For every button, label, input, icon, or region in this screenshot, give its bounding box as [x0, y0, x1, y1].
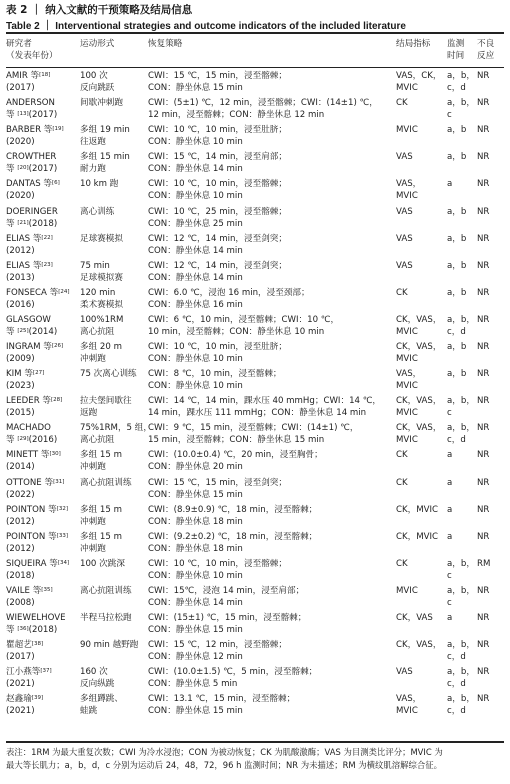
recovery-line-2: 12 min，浸至髂棘；CON：静坐休息 12 min [148, 110, 325, 121]
study-year: (2020) [6, 137, 35, 148]
time-line-1: a，b， [447, 585, 475, 596]
exercise-line-1: 75%1RM，5 组， [80, 423, 152, 434]
study-author: FONSECA 等 [6, 287, 59, 298]
study-year: (2016) [28, 435, 58, 446]
time-line-1: a，b [447, 206, 467, 217]
citation-ref: [20] [17, 165, 29, 172]
recovery-line-2: CON：静坐休息 10 min [148, 137, 243, 148]
study-year: (2013) [6, 272, 35, 283]
study-author: DOERINGER [6, 206, 58, 217]
outcome-line-1: CK [396, 558, 408, 569]
recovery-line-2: CON：静坐休息 10 min [148, 191, 243, 202]
adverse-reaction: NR [477, 396, 490, 407]
header-time-2: 时间 [447, 51, 465, 61]
header-outcome: 结局指标 [396, 39, 431, 49]
exercise-line-1: 90 min 越野跑 [80, 640, 139, 651]
exercise-line-1: 多组 15 m [80, 504, 122, 515]
citation-ref: [28] [51, 397, 63, 404]
time-line-1: a，b， [447, 640, 475, 651]
time-line-1: a，b， [447, 98, 475, 109]
recovery-line-1: CWI：6 ℃，10 min，浸至髂棘；CWI：10 ℃， [148, 314, 340, 325]
outcome-line-2: MVIC [396, 435, 418, 446]
study-author: BARBER 等 [6, 125, 53, 136]
adverse-reaction: NR [477, 450, 490, 461]
time-line-1: a，b， [447, 423, 475, 434]
exercise-line-1: 多组 15 m [80, 531, 122, 542]
outcome-line-1: VAS， [396, 369, 422, 380]
adverse-reaction: NR [477, 71, 490, 81]
study-author: ELIAS 等 [6, 260, 42, 271]
study-year: (2018) [28, 218, 58, 229]
citation-ref: [24] [58, 288, 70, 295]
exercise-line-1: 拉夫堡间歇往 [80, 396, 132, 407]
time-line-1: a，b [447, 233, 467, 244]
adverse-reaction: NR [477, 423, 490, 434]
header-time: 监测 [447, 39, 465, 49]
time-line-1: a [447, 504, 453, 515]
outcome-line-1: VAS [396, 667, 413, 678]
outcome-line-1: CK [396, 98, 408, 109]
citation-ref: [39] [31, 695, 44, 702]
adverse-reaction: NR [477, 694, 490, 705]
time-line-1: a，b [447, 287, 467, 298]
study-year: (2020) [6, 191, 35, 202]
caption-en: Table 2 ｜ Interventional strategies and outcome indicators of the included literature [6, 21, 406, 32]
exercise-line-2: 反向跳跃 [80, 83, 115, 93]
citation-ref: [36] [17, 626, 29, 632]
study-etal: 等 [6, 218, 18, 229]
recovery-line-1: CWI：9 ℃，15 min，浸至髂棘；CWI：(14±1) ℃， [148, 423, 359, 434]
study-year: (2017) [28, 164, 58, 175]
study-author: OTTONE 等 [6, 477, 54, 488]
citation-ref: [25] [17, 327, 29, 334]
bottom-rule [6, 741, 504, 743]
header-rule [6, 67, 504, 68]
time-line-1: a [447, 531, 453, 542]
recovery-line-1: CWI：(9.2±0.2) ℃，18 min，浸至髂棘； [148, 531, 318, 542]
exercise-line-1: 离心抗阻训练 [80, 585, 132, 596]
outcome-line-2: MVIC [396, 706, 418, 717]
study-author: KIM 等 [6, 369, 33, 380]
recovery-line-2: CON：静坐休息 18 min [148, 543, 243, 554]
outcome-line-2: MVIC [396, 83, 418, 93]
time-line-1: a，b [447, 152, 467, 163]
recovery-line-1: CWI：(15±1) ℃，15 min，浸至髂棘； [148, 613, 307, 623]
header-exercise: 运动形式 [80, 39, 115, 49]
outcome-line-1: CK，MVIC [396, 531, 439, 542]
recovery-line-1: CWI：10 ℃，10 min，浸至肚脐； [148, 125, 287, 136]
study-author: SIQUEIRA 等 [6, 558, 58, 569]
top-rule [6, 32, 504, 34]
study-year: (2015) [6, 408, 35, 419]
time-line-1: a，b [447, 369, 467, 380]
time-line-1: a，b [447, 260, 467, 271]
outcome-line-2: MVIC [396, 326, 418, 337]
adverse-reaction: NR [477, 125, 490, 136]
exercise-line-1: 多组 15 m [80, 450, 122, 461]
adverse-reaction: NR [477, 233, 490, 244]
study-author: 江小燕等 [6, 667, 41, 678]
citation-ref: [37] [40, 668, 52, 675]
outcome-line-1: MVIC [396, 585, 418, 596]
recovery-line-1: CWI：12 ℃，14 min，浸至剑突； [148, 233, 287, 244]
recovery-line-2: CON：静坐休息 16 min [148, 299, 243, 310]
adverse-reaction: NR [477, 531, 490, 542]
study-author: VAILE 等 [6, 585, 42, 596]
outcome-line-2: MVIC [396, 408, 418, 419]
citation-ref: [6] [52, 180, 60, 187]
study-author: 赵鑫瑜 [6, 694, 32, 705]
adverse-reaction: NR [477, 152, 490, 163]
exercise-line-1: 10 km 跑 [80, 179, 119, 190]
exercise-line-2: 柔术赛模拟 [80, 299, 123, 310]
exercise-line-2: 蛙跳 [80, 706, 98, 717]
citation-ref: [31] [53, 478, 65, 485]
outcome-line-1: CK [396, 287, 408, 298]
time-line-2: c，d [447, 679, 466, 690]
recovery-line-2: CON：静坐休息 14 min [148, 245, 243, 256]
time-line-2: c [447, 408, 452, 419]
study-year: (2023) [6, 381, 35, 392]
time-line-2: c [447, 110, 452, 121]
outcome-line-1: CK，VAS， [396, 640, 442, 651]
study-year: (2017) [6, 83, 35, 93]
adverse-reaction: NR [477, 179, 490, 190]
citation-ref: [19] [52, 126, 64, 133]
adverse-reaction: NR [477, 504, 490, 515]
outcome-line-1: MVIC [396, 125, 418, 136]
adverse-reaction: NR [477, 477, 490, 488]
time-line-2: c，d [447, 652, 466, 663]
outcome-line-1: VAS [396, 206, 413, 217]
time-line-2: c，d [447, 326, 466, 337]
time-line-1: a，b [447, 125, 467, 136]
header-adverse: 不良 [477, 39, 495, 49]
study-year: (2021) [6, 706, 35, 717]
adverse-reaction: NR [477, 206, 490, 217]
recovery-line-1: CWI：(8.9±0.9) ℃，18 min，浸至髂棘； [148, 504, 318, 515]
exercise-line-1: 75 min [80, 260, 110, 271]
exercise-line-2: 冲刺跑 [80, 543, 106, 554]
caption-cn: 表 2 ｜ 纳入文献的干预策略及结局信息 [6, 4, 193, 16]
study-year: (2016) [6, 299, 35, 310]
time-line-1: a，b， [447, 558, 475, 569]
exercise-line-1: 多组 19 min [80, 125, 130, 136]
citation-ref: [18] [39, 72, 51, 78]
citation-ref: [35] [41, 586, 53, 593]
citation-ref: [34] [57, 559, 70, 566]
recovery-line-1: CWI：6.0 ℃，浸泡 16 min，浸至颈部； [148, 287, 310, 298]
time-line-1: a，b， [447, 71, 475, 81]
outcome-line-2: MVIC [396, 381, 418, 392]
outcome-line-1: VAS， [396, 179, 422, 190]
adverse-reaction: NR [477, 260, 490, 271]
exercise-line-2: 离心抗阻 [80, 326, 115, 337]
exercise-line-1: 160 次 [80, 667, 108, 678]
study-author: CROWTHER [6, 152, 57, 163]
recovery-line-2: 15 min，浸至髂棘；CON：静坐休息 15 min [148, 435, 325, 446]
study-author: MINETT 等 [6, 450, 50, 461]
exercise-line-1: 100 次跳深 [80, 558, 125, 569]
exercise-line-2: 往返跑 [80, 137, 106, 148]
exercise-line-1: 多组 15 min [80, 152, 130, 163]
exercise-line-1: 120 min [80, 287, 116, 298]
time-line-2: c，d [447, 706, 466, 717]
recovery-line-1: CWI：10 ℃，10 min，浸至髂棘； [148, 179, 287, 190]
study-author: INGRAM 等 [6, 342, 52, 352]
time-line-1: a，b， [447, 396, 475, 407]
outcome-line-1: CK，VAS， [396, 396, 442, 407]
outcome-line-1: VAS [396, 260, 413, 271]
time-line-2: c [447, 597, 452, 608]
time-line-1: a，b [447, 342, 467, 352]
outcome-line-1: VAS，CK， [396, 71, 442, 81]
study-author: 瞿超艺 [6, 640, 32, 651]
study-author: DANTAS 等 [6, 179, 53, 190]
outcome-line-1: CK，VAS， [396, 314, 442, 325]
adverse-reaction: NR [477, 640, 490, 651]
recovery-line-1: CWI：15 ℃，14 min，浸至肩部； [148, 152, 287, 163]
study-year: (2018) [28, 625, 58, 635]
study-year: (2008) [6, 597, 35, 608]
exercise-line-1: 多组蹲跳、 [80, 694, 123, 705]
time-line-1: a [447, 613, 453, 623]
citation-ref: [21] [17, 219, 29, 226]
recovery-line-1: CWI：10 ℃，10 min，浸至髂棘； [148, 558, 287, 569]
time-line-1: a，b， [447, 667, 475, 678]
study-author: POINTON 等 [6, 504, 57, 515]
citation-ref: [38] [31, 641, 44, 648]
study-author: LEEDER 等 [6, 396, 51, 407]
adverse-reaction: NR [477, 369, 490, 380]
exercise-line-1: 半程马拉松跑 [80, 613, 132, 623]
study-year: (2014) [28, 326, 58, 337]
outcome-line-1: CK，MVIC [396, 504, 439, 515]
recovery-line-2: 14 min，踝水压 111 mmHg；CON：静坐休息 14 min [148, 408, 367, 419]
study-etal: 等 [6, 435, 18, 446]
citation-ref: [30] [49, 451, 61, 458]
footnote-line-2: 最大等长肌力；a，b，d，c 分别为运动后 24，48，72，96 h 监测时间；NR 为未描述；RM 为横纹肌溶解综合征。 [6, 760, 443, 770]
time-line-1: a [447, 477, 453, 488]
outcome-line-1: CK，VAS [396, 613, 433, 623]
study-author: AMIR 等 [6, 71, 40, 81]
time-line-2: c [447, 570, 452, 581]
footnote-line-1: 表注：1RM 为最大重复次数；CWI 为冷水浸泡；CON 为被动恢复；CK 为肌酸激酶；VAS 为目测类比评分；MVIC 为 [6, 747, 443, 757]
recovery-line-2: 10 min，浸至髂棘；CON：静坐休息 10 min [148, 326, 325, 337]
recovery-line-2: CON：静坐休息 15 min [148, 83, 243, 93]
outcome-line-1: VAS [396, 152, 413, 163]
recovery-line-1: CWI：15 ℃，12 min，浸至髂棘； [148, 640, 287, 651]
outcome-line-1: VAS， [396, 694, 422, 705]
exercise-line-2: 冲刺跑 [80, 462, 106, 473]
outcome-line-1: CK，VAS， [396, 342, 442, 352]
recovery-line-1: CWI：(10.0±1.5) ℃，5 min，浸至髂棘； [148, 667, 318, 678]
recovery-line-2: CON：静坐休息 5 min [148, 679, 238, 690]
time-line-1: a [447, 450, 453, 461]
recovery-line-1: CWI：13.1 ℃，15 min，浸至髂棘； [148, 694, 296, 705]
citation-ref: [32] [56, 505, 68, 512]
header-study-year: （发表年份） [6, 51, 58, 61]
header-study: 研究者 [6, 39, 32, 49]
study-year: (2012) [6, 543, 35, 554]
study-year: (2022) [6, 489, 35, 500]
exercise-line-2: 耐力跑 [80, 164, 106, 175]
recovery-line-2: CON：静坐休息 14 min [148, 272, 243, 283]
study-author: GLASGOW [6, 314, 51, 325]
study-year: (2009) [6, 354, 35, 364]
time-line-1: a [447, 179, 453, 190]
recovery-line-2: CON：静坐休息 25 min [148, 218, 243, 229]
recovery-line-2: CON：静坐休息 15 min [148, 625, 243, 635]
citation-ref: [33] [56, 532, 68, 539]
outcome-line-1: VAS [396, 233, 413, 244]
recovery-line-2: CON：静坐休息 15 min [148, 489, 243, 500]
exercise-line-2: 冲刺跑 [80, 516, 106, 527]
recovery-line-1: CWI：(10.0±0.4) ℃，20 min，浸至胸骨； [148, 450, 323, 461]
outcome-line-2: MVIC [396, 354, 418, 364]
citation-ref: [29] [17, 436, 29, 443]
recovery-line-1: CWI：10 ℃，10 min，浸至肚脐； [148, 342, 287, 352]
recovery-line-2: CON：静坐休息 12 min [148, 652, 243, 663]
time-line-1: a，b， [447, 314, 475, 325]
recovery-line-2: CON：静坐休息 15 min [148, 706, 243, 717]
study-author: ELIAS 等 [6, 233, 42, 244]
citation-ref: [26] [51, 343, 64, 349]
citation-ref: [27] [32, 370, 45, 377]
study-author: MACHADO [6, 423, 51, 434]
outcome-line-1: CK [396, 450, 408, 461]
adverse-reaction: NR [477, 287, 490, 298]
recovery-line-2: CON：静坐休息 10 min [148, 354, 243, 364]
header-adverse-2: 反应 [477, 51, 495, 61]
recovery-line-2: CON：静坐休息 14 min [148, 597, 243, 608]
study-author: ANDERSON [6, 98, 55, 109]
recovery-line-1: CWI：15℃，浸泡 14 min，浸至肩部； [148, 585, 305, 596]
recovery-line-1: CWI：15 ℃，15 min，浸至剑突； [148, 477, 287, 488]
exercise-line-2: 返跑 [80, 408, 98, 419]
time-line-2: c，d [447, 83, 466, 93]
recovery-line-2: CON：静坐休息 18 min [148, 516, 243, 527]
exercise-line-1: 多组 20 m [80, 342, 122, 352]
study-etal: 等 [6, 110, 18, 121]
recovery-line-1: CWI：8 ℃，10 min，浸至髂棘； [148, 369, 282, 380]
exercise-line-1: 足球赛模拟 [80, 233, 123, 244]
exercise-line-1: 100%1RM [80, 314, 124, 325]
exercise-line-2: 离心抗阻 [80, 435, 115, 446]
study-year: (2021) [6, 679, 35, 690]
study-year: (2018) [6, 570, 35, 581]
study-author: POINTON 等 [6, 531, 57, 542]
study-year: (2012) [6, 245, 35, 256]
adverse-reaction: NR [477, 342, 490, 352]
citation-ref: [23] [41, 261, 53, 268]
recovery-line-2: CON：静坐休息 10 min [148, 570, 243, 581]
outcome-line-2: MVIC [396, 191, 418, 202]
citation-ref: [22] [41, 234, 53, 241]
time-line-2: c，d [447, 435, 466, 446]
exercise-line-1: 离心训练 [80, 206, 115, 217]
adverse-reaction: NR [477, 667, 490, 678]
study-etal: 等 [6, 326, 18, 337]
recovery-line-1: CWI：12 ℃，14 min，浸至剑突； [148, 260, 287, 271]
adverse-reaction: RM [477, 558, 491, 569]
exercise-line-2: 足球模拟赛 [80, 272, 123, 283]
exercise-line-1: 75 次离心训练 [80, 369, 137, 380]
exercise-line-1: 离心抗阻训练 [80, 477, 132, 488]
header-recovery: 恢复策略 [148, 39, 183, 49]
study-year: (2017) [6, 652, 35, 663]
exercise-line-2: 反向纵跳 [80, 679, 115, 690]
exercise-line-1: 100 次 [80, 71, 108, 81]
recovery-line-1: CWI：(5±1) ℃，12 min，浸至髂棘；CWI：(14±1) ℃， [148, 98, 378, 109]
adverse-reaction: NR [477, 98, 490, 109]
time-line-1: a，b， [447, 694, 475, 705]
table-footnote [6, 746, 506, 772]
study-year: (2017) [28, 110, 58, 121]
study-etal: 等 [6, 625, 18, 635]
study-etal: 等 [6, 164, 18, 175]
citation-ref: [13] [17, 111, 29, 118]
outcome-line-1: CK，VAS， [396, 423, 442, 434]
exercise-line-1: 间歇冲刺跑 [80, 98, 123, 109]
recovery-line-2: CON：静坐休息 20 min [148, 462, 243, 473]
recovery-line-2: CON：静坐休息 14 min [148, 164, 243, 175]
recovery-line-1: CWI：15 ℃，15 min，浸至髂棘； [148, 71, 287, 81]
exercise-line-2: 冲刺跑 [80, 354, 106, 364]
adverse-reaction: NR [477, 585, 490, 596]
recovery-line-2: CON：静坐休息 10 min [148, 381, 243, 392]
adverse-reaction: NR [477, 613, 490, 623]
study-author: WIEWELHOVE [6, 613, 66, 623]
study-year: (2012) [6, 516, 35, 527]
study-year: (2014) [6, 462, 35, 473]
adverse-reaction: NR [477, 314, 490, 325]
outcome-line-1: CK [396, 477, 408, 488]
recovery-line-1: CWI：14 ℃，14 min，踝水压 40 mmHg；CWI：14 ℃， [148, 396, 381, 407]
recovery-line-1: CWI：10 ℃，25 min，浸至髂棘； [148, 206, 287, 217]
